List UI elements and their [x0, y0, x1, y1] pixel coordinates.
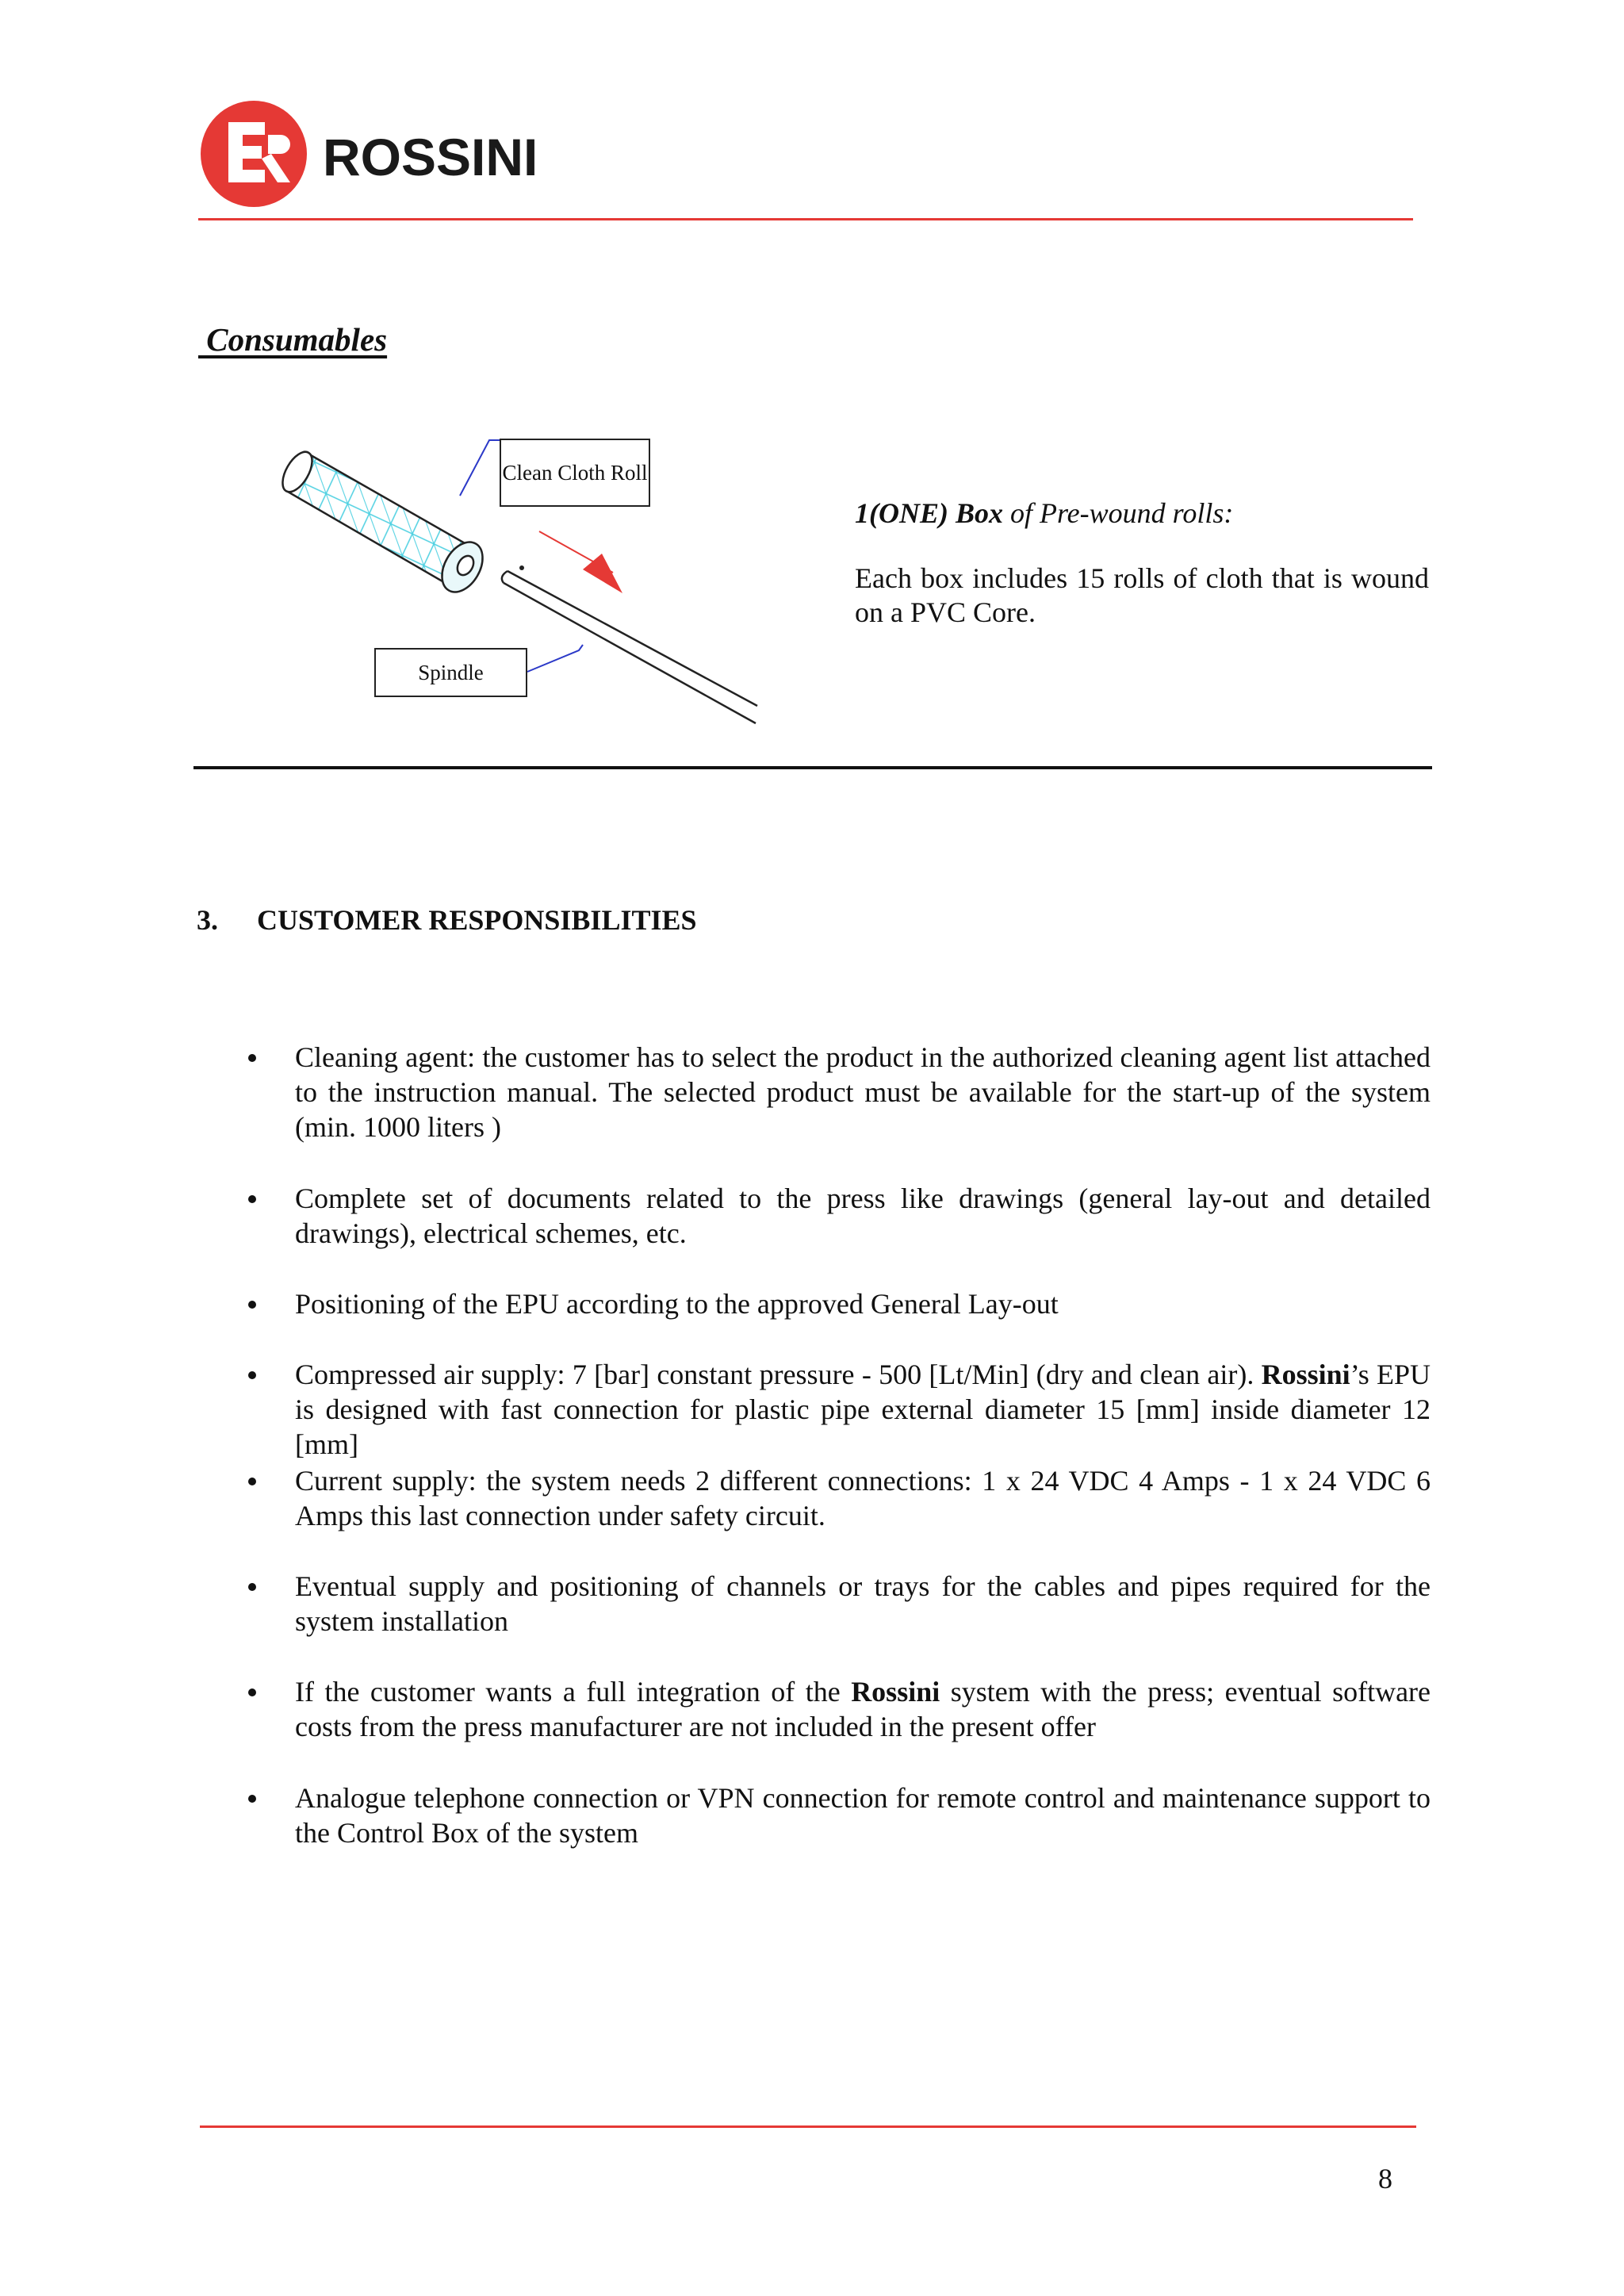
bullet-text: Current supply: the system needs 2 different connections: 1 x 24 VDC 4 Amps - 1 x 24 VDC 6 Amps this last connection under safety circuit. [295, 1465, 1431, 1531]
box-title-bold: 1(ONE) Box [855, 497, 1003, 529]
bullet-text [295, 1357, 1431, 1462]
bullet-text: Positioning of the EPU according to the approved General Lay-out [295, 1288, 1059, 1320]
bullet-text-pre: If the customer wants a full integration of the [295, 1676, 852, 1708]
box-description: Each box includes 15 rolls of cloth that is wound on a PVC Core. [855, 562, 1429, 628]
brand-name: ROSSINI [323, 128, 538, 186]
section-divider [193, 766, 1432, 769]
bullet-icon [248, 1054, 256, 1062]
bullet-icon [248, 1301, 256, 1309]
header-divider [198, 218, 1413, 220]
consumables-heading: Consumables [198, 321, 388, 358]
bullet-icon [248, 1371, 256, 1379]
footer-divider [200, 2125, 1416, 2128]
bullet-icon [248, 1195, 256, 1203]
bullet-text [295, 1674, 1431, 1744]
rossini-logo [198, 98, 555, 209]
box-title [855, 496, 1233, 530]
bullet-icon [248, 1688, 256, 1696]
bullet-icon [248, 1478, 256, 1485]
brand-name-bold: Rossini [851, 1676, 940, 1708]
bullet-text: Complete set of documents related to the press like drawings (general lay-out and detailed drawings), electrical schemes, etc. [295, 1182, 1431, 1249]
callout-spindle: Spindle [374, 648, 527, 697]
callout-clean-cloth-roll: Clean Cloth Roll [500, 439, 650, 507]
bullet-text: Eventual supply and positioning of channels or trays for the cables and pipes required for the system installation [295, 1570, 1431, 1637]
box-title-rest: of Pre-wound rolls: [1003, 497, 1234, 529]
bullet-text: Analogue telephone connection or VPN connection for remote control and maintenance support to the Control Box of the system [295, 1782, 1431, 1849]
bullet-text-pre: Compressed air supply: 7 [bar] constant pressure - 500 [Lt/Min] (dry and clean air). [295, 1359, 1262, 1390]
bullet-text-post: ’s EPU is designed with fast connection for plastic pipe external diameter 15 [mm] inside diameter 12 [mm] [295, 1359, 1431, 1460]
bullet-icon [248, 1583, 256, 1591]
page-number: 8 [1378, 2163, 1392, 2194]
bullet-text-post: system with the press; eventual software costs from the press manufacturer are not included in the present offer [295, 1676, 1431, 1742]
brand-name-bold: Rossini [1261, 1359, 1350, 1390]
section-title: CUSTOMER RESPONSIBILITIES [257, 904, 697, 936]
bullet-text: Cleaning agent: the customer has to select the product in the authorized cleaning agent list attached to the instruction manual. The selected product must be available for the start-up of the system (min. 1000 liters ) [295, 1041, 1431, 1143]
section-number: 3. [197, 904, 218, 936]
bullet-icon [248, 1795, 256, 1803]
